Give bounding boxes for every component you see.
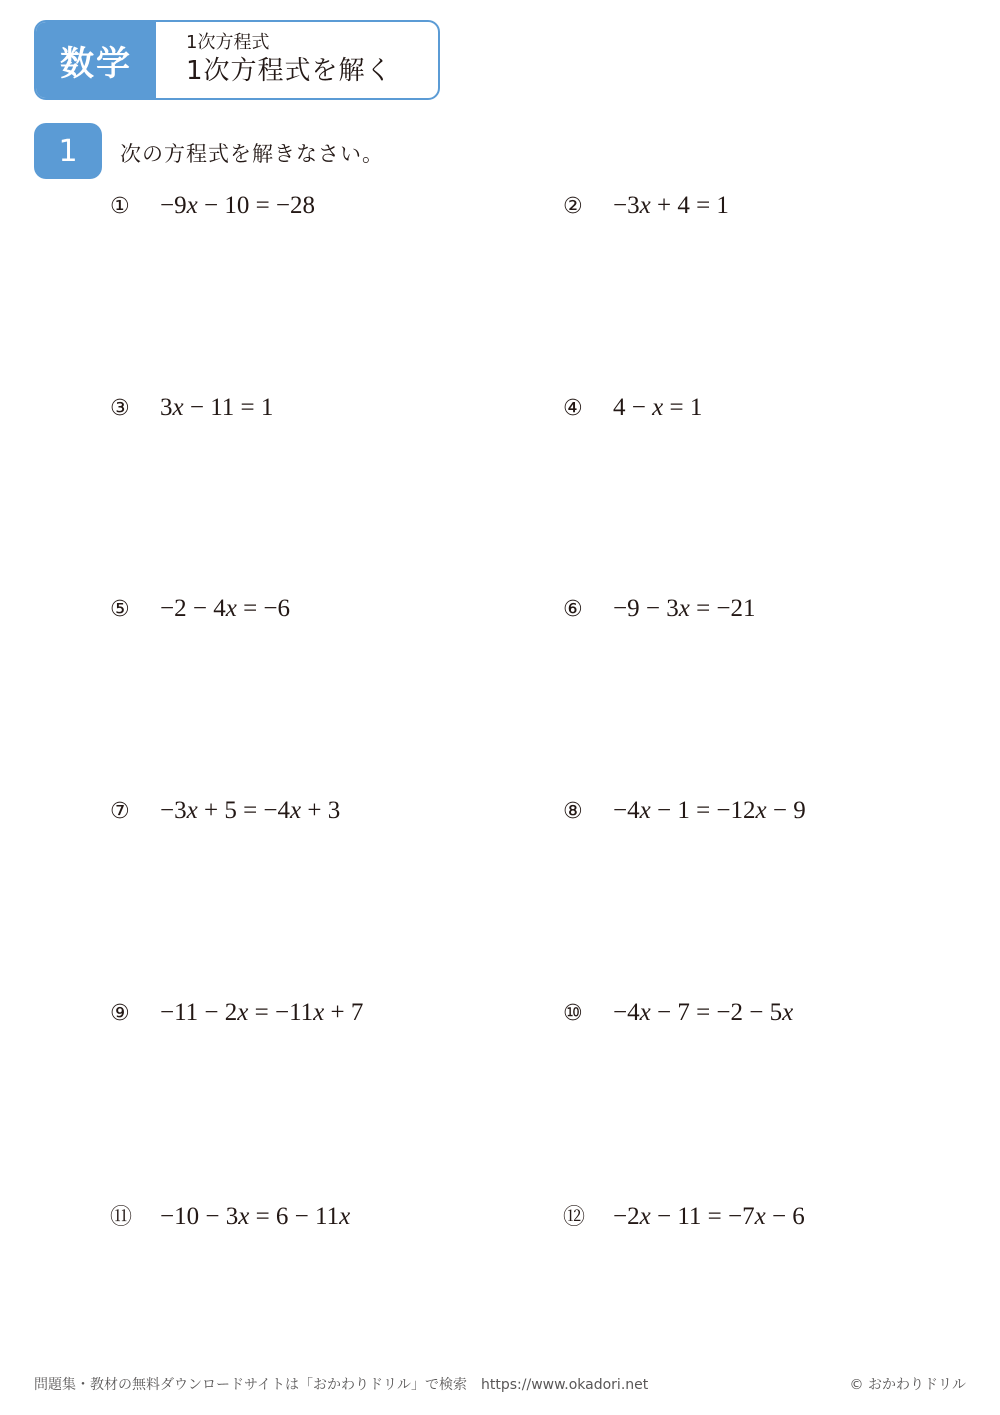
worksheet-title: 1次方程式を解く	[186, 56, 393, 86]
problem-equation: −2 − 4x = −6	[160, 595, 291, 622]
problem-equation: −10 − 3x = 6 − 11x	[160, 1203, 351, 1230]
question-instruction: 次の方程式を解きなさい。	[120, 142, 384, 166]
problem-number: ①	[110, 194, 130, 219]
problem-number: ⑪	[110, 1205, 133, 1230]
problem-equation: −11 − 2x = −11x + 7	[160, 999, 364, 1026]
problem-number: ⑩	[563, 1001, 583, 1026]
problem-3	[110, 394, 273, 422]
problem-5	[110, 595, 290, 623]
problem-10	[563, 999, 793, 1027]
problem-number: ⑫	[563, 1205, 586, 1230]
problem-equation: −2x − 11 = −7x − 6	[613, 1203, 805, 1230]
subject-label: 数学	[36, 22, 156, 98]
problem-7	[110, 797, 340, 825]
problem-equation: 3x − 11 = 1	[160, 394, 274, 421]
problem-equation: −3x + 5 = −4x + 3	[160, 797, 341, 824]
problem-8	[563, 797, 806, 825]
problem-equation: −9x − 10 = −28	[160, 192, 316, 219]
problem-9	[110, 999, 363, 1027]
question-number-badge: 1	[34, 123, 102, 179]
footer-copyright: © おかわりドリル	[849, 1377, 966, 1393]
problem-equation: −4x − 1 = −12x − 9	[613, 797, 806, 824]
problem-11	[110, 1200, 350, 1231]
problem-number: ⑨	[110, 1001, 130, 1026]
header-titles	[156, 22, 393, 98]
unit-label: 1次方程式	[186, 32, 270, 53]
problem-number: ⑧	[563, 799, 583, 824]
problem-12	[563, 1200, 805, 1231]
problem-number: ⑤	[110, 597, 130, 622]
problem-number: ②	[563, 194, 583, 219]
worksheet-header	[34, 20, 440, 100]
problem-2	[563, 192, 729, 220]
problem-6	[563, 595, 756, 623]
problem-number: ⑥	[563, 597, 583, 622]
problem-1	[110, 192, 315, 220]
problem-equation: −4x − 7 = −2 − 5x	[613, 999, 794, 1026]
problem-4	[563, 394, 702, 422]
problem-number: ③	[110, 396, 130, 421]
problem-equation: −9 − 3x = −21	[613, 595, 756, 622]
problem-number: ④	[563, 396, 583, 421]
problem-equation: 4 − x = 1	[613, 394, 703, 421]
problem-equation: −3x + 4 = 1	[613, 192, 729, 219]
footer-site-note: 問題集・教材の無料ダウンロードサイトは「おかわりドリル」で検索 https://www.okadori.net	[34, 1377, 649, 1393]
problem-number: ⑦	[110, 799, 130, 824]
